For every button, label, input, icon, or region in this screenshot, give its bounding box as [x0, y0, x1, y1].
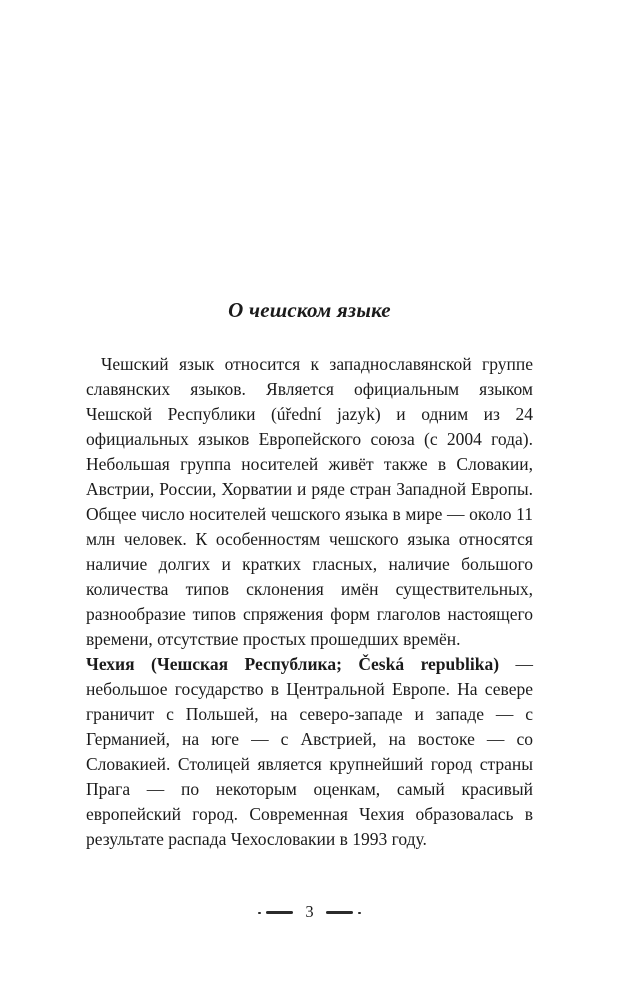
page-title: О чешском языке	[228, 298, 391, 322]
paragraph	[86, 652, 533, 852]
page-footer	[0, 901, 619, 923]
paragraph	[86, 352, 533, 652]
paragraph-text: Чешский язык относится к западнославянской группе славянских языков. Является официальным языком Чешской Республики (úřední jazyk) и одним из 24 официальных языков Европейского союза (с 2004 года). Небольшая группа носителей живёт также в Словакии, Австрии, России, Хорватии и ряде стран Западной Европы. Общее число носителей чешского языка в мире — около 11 млн человек. К особенностям чешского языка относятся наличие долгих и кратких гласных, наличие большого количества типов склонения имён существительных, разнообразие типов спряжения форм глаголов настоящего времени, отсутствие простых прошедших времён.	[86, 354, 533, 649]
paragraph-lead: Чехия (Чешская Республика; Česká republika)	[86, 654, 500, 674]
footer-ornament-left	[266, 911, 293, 914]
page-number: 3	[305, 901, 314, 921]
paragraph-text: — небольшое государство в Центральной Европе. На севере граничит с Польшей, на северо-западе и западе — с Германией, на юге — с Австрией, на востоке — со Словакией. Столицей является крупнейший город страны Прага — по некоторым оценкам, самый красивый европейский город. Современная Чехия образовалась в результате распада Чехословакии в 1993 году.	[86, 654, 533, 849]
footer-ornament-right	[326, 911, 353, 914]
